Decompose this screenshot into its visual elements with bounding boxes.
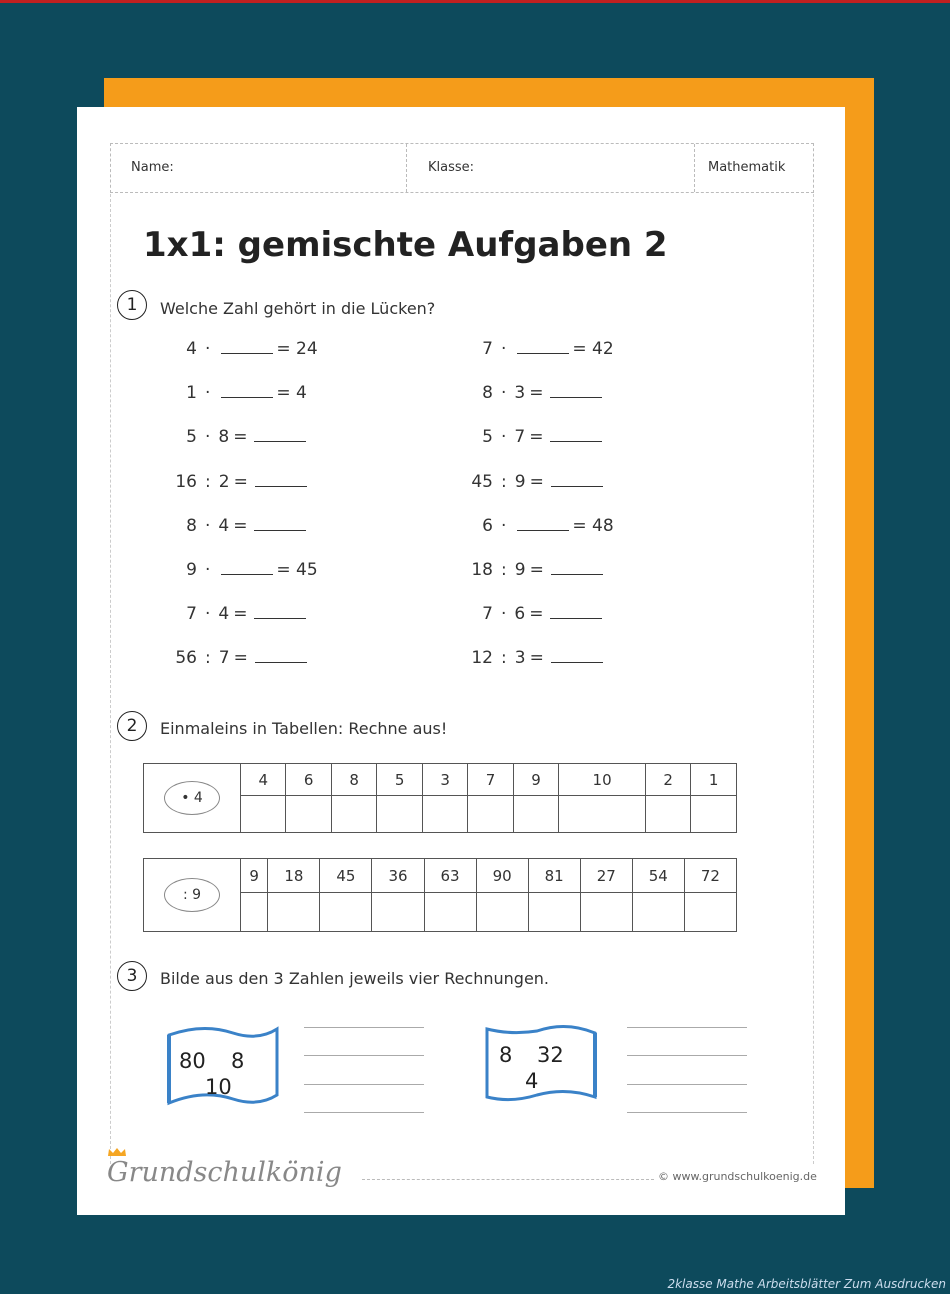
answer-line[interactable]: [304, 1055, 424, 1056]
equation: [469, 560, 606, 580]
operator: ·: [501, 515, 507, 536]
result: = 48: [572, 515, 614, 536]
table-cell: 9: [513, 764, 558, 796]
operand: 7: [218, 648, 230, 669]
equals: =: [233, 604, 248, 625]
answer-line[interactable]: [627, 1112, 747, 1113]
operator: ·: [501, 383, 507, 404]
answer-cell[interactable]: [691, 796, 737, 833]
answer-cell[interactable]: [580, 893, 632, 932]
answer-cell[interactable]: [424, 893, 476, 932]
answer-cell[interactable]: [468, 796, 513, 833]
operand: 9: [514, 471, 526, 492]
flag-number: 8: [231, 1049, 245, 1073]
equation: [469, 648, 606, 668]
answer-cell[interactable]: [559, 796, 646, 833]
answer-line[interactable]: [627, 1055, 747, 1056]
equation: [469, 383, 605, 403]
equals: =: [529, 427, 544, 448]
multiplication-table: [143, 763, 737, 833]
name-label: Name:: [131, 160, 174, 175]
operator: ·: [501, 604, 507, 625]
task-instruction: Einmaleins in Tabellen: Rechne aus!: [160, 719, 448, 738]
answer-cell[interactable]: [241, 796, 286, 833]
class-label: Klasse:: [428, 160, 475, 175]
operand: 2: [218, 471, 230, 492]
operator: ·: [205, 383, 211, 404]
answer-blank[interactable]: [550, 429, 602, 442]
brand-logo: Grundschulkönig: [107, 1157, 342, 1188]
equation: [173, 560, 318, 580]
equals: =: [529, 648, 544, 669]
flag-number: 10: [205, 1075, 232, 1099]
flag-number: 80: [179, 1049, 206, 1073]
answer-line[interactable]: [304, 1112, 424, 1113]
equals: =: [529, 471, 544, 492]
table-cell: 6: [286, 764, 331, 796]
answer-blank[interactable]: [221, 385, 273, 398]
equals: =: [233, 427, 248, 448]
equation: [469, 472, 606, 492]
table-cell: 2: [645, 764, 690, 796]
operand: 1: [186, 383, 197, 404]
operand: 56: [175, 648, 197, 669]
answer-cell[interactable]: [241, 893, 268, 932]
answer-cell[interactable]: [684, 893, 736, 932]
answer-cell[interactable]: [645, 796, 690, 833]
copyright: © www.grundschulkoenig.de: [658, 1170, 817, 1183]
result: = 45: [276, 560, 318, 580]
answer-blank[interactable]: [517, 341, 569, 354]
equation: [173, 427, 309, 447]
equals: =: [233, 648, 248, 669]
answer-cell[interactable]: [320, 893, 372, 932]
answer-cell[interactable]: [513, 796, 558, 833]
answer-cell[interactable]: [372, 893, 424, 932]
answer-blank[interactable]: [221, 341, 273, 354]
operator: ·: [205, 560, 211, 580]
equals: =: [529, 383, 544, 404]
table-cell: 81: [528, 859, 580, 893]
footer-divider: [362, 1179, 654, 1180]
answer-cell[interactable]: [268, 893, 320, 932]
answer-cell[interactable]: [528, 893, 580, 932]
answer-blank[interactable]: [550, 385, 602, 398]
answer-cell[interactable]: [422, 796, 467, 833]
equation: [469, 516, 614, 536]
operator: :: [205, 648, 211, 669]
image-caption: 2klasse Mathe Arbeitsblätter Zum Ausdrucken: [667, 1277, 946, 1291]
answer-line[interactable]: [304, 1027, 424, 1028]
operand: 4: [186, 339, 197, 359]
operand: 7: [514, 427, 526, 448]
result: = 4: [276, 383, 307, 404]
equation: [173, 604, 309, 624]
equation: [173, 648, 310, 668]
equation: [469, 604, 605, 624]
table-cell: 18: [268, 859, 320, 893]
header-box: [110, 143, 814, 193]
table-cell: 8: [331, 764, 376, 796]
top-border: [0, 0, 950, 3]
equation: [173, 472, 310, 492]
answer-blank[interactable]: [551, 474, 603, 487]
division-table: [143, 858, 737, 932]
operator: ·: [501, 427, 507, 448]
flag-number: 8: [499, 1043, 513, 1067]
answer-line[interactable]: [627, 1027, 747, 1028]
number-flag: [481, 1023, 601, 1107]
operand: 9: [514, 560, 526, 580]
operand: 16: [175, 471, 197, 492]
operator-oval: : 9: [164, 878, 220, 912]
result: = 42: [572, 339, 614, 359]
table-cell: 90: [476, 859, 528, 893]
table-cell: 5: [377, 764, 422, 796]
task-instruction: Bilde aus den 3 Zahlen jeweils vier Rechnungen.: [160, 969, 550, 988]
task-number: 3: [117, 961, 147, 991]
answer-blank[interactable]: [254, 518, 306, 531]
operand: 6: [514, 604, 526, 625]
operator: :: [205, 471, 211, 492]
flag-number: 32: [537, 1043, 564, 1067]
operand: 8: [218, 427, 230, 448]
table-cell: 1: [691, 764, 737, 796]
table-cell: 7: [468, 764, 513, 796]
result: = 24: [276, 339, 318, 359]
operator: :: [501, 471, 507, 492]
table-cell: 54: [632, 859, 684, 893]
equation: [173, 383, 307, 403]
answer-blank[interactable]: [551, 562, 603, 575]
table-cell: 27: [580, 859, 632, 893]
equals: =: [529, 604, 544, 625]
page-title: 1x1: gemischte Aufgaben 2: [143, 225, 668, 265]
operand: 3: [514, 648, 526, 669]
operator: ·: [205, 604, 211, 625]
answer-cell[interactable]: [476, 893, 528, 932]
operator: :: [501, 648, 507, 669]
answer-cell[interactable]: [632, 893, 684, 932]
answer-blank[interactable]: [255, 474, 307, 487]
table-cell: 9: [241, 859, 268, 893]
operand: 8: [186, 515, 197, 536]
answer-cell[interactable]: [377, 796, 422, 833]
operand: 6: [482, 515, 493, 536]
equation: [469, 427, 605, 447]
answer-blank[interactable]: [550, 606, 602, 619]
task-instruction: Welche Zahl gehört in die Lücken?: [160, 299, 436, 318]
answer-line[interactable]: [304, 1084, 424, 1085]
table-cell: 72: [684, 859, 736, 893]
answer-blank[interactable]: [517, 518, 569, 531]
answer-blank[interactable]: [254, 606, 306, 619]
operand: 7: [482, 604, 493, 625]
operand: 7: [186, 604, 197, 625]
answer-blank[interactable]: [254, 429, 306, 442]
equals: =: [529, 560, 544, 580]
equation: [173, 339, 318, 359]
operand: 7: [482, 339, 493, 359]
flag-number: 4: [525, 1069, 539, 1093]
subject-label: Mathematik: [708, 160, 786, 175]
answer-blank[interactable]: [255, 650, 307, 663]
operator-cell: [144, 764, 241, 833]
operator: :: [501, 560, 507, 580]
worksheet: [77, 107, 845, 1215]
table-cell: 63: [424, 859, 476, 893]
answer-cell[interactable]: [286, 796, 331, 833]
operator: ·: [205, 427, 211, 448]
equals: =: [233, 515, 248, 536]
table-cell: 4: [241, 764, 286, 796]
crown-icon: [107, 1147, 127, 1157]
equation: [469, 339, 614, 359]
operand: 5: [186, 427, 197, 448]
operand: 9: [186, 560, 197, 580]
equation: [173, 516, 309, 536]
number-flag: [163, 1025, 283, 1109]
operand: 12: [471, 648, 493, 669]
operand: 4: [218, 604, 230, 625]
answer-line[interactable]: [627, 1084, 747, 1085]
operand: 5: [482, 427, 493, 448]
operand: 45: [471, 471, 493, 492]
table-cell: 10: [559, 764, 646, 796]
equals: =: [233, 471, 248, 492]
table-cell: 36: [372, 859, 424, 893]
table-cell: 3: [422, 764, 467, 796]
operand: 18: [471, 560, 493, 580]
operand: 4: [218, 515, 230, 536]
task-number: 1: [117, 290, 147, 320]
task-number: 2: [117, 711, 147, 741]
operator: ·: [501, 339, 507, 359]
table-cell: 45: [320, 859, 372, 893]
answer-blank[interactable]: [551, 650, 603, 663]
answer-blank[interactable]: [221, 562, 273, 575]
operand: 3: [514, 383, 526, 404]
operator-oval: • 4: [164, 781, 220, 815]
answer-cell[interactable]: [331, 796, 376, 833]
operand: 8: [482, 383, 493, 404]
operator: ·: [205, 515, 211, 536]
operator-cell: [144, 859, 241, 932]
operator: ·: [205, 339, 211, 359]
